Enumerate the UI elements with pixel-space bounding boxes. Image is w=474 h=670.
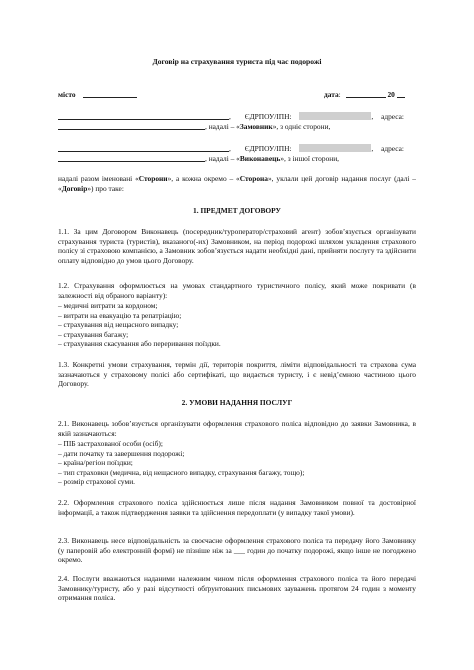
date-year-prefix: 20 [387, 90, 395, 99]
date-label: дата [324, 90, 339, 99]
list-item: – страхування від нещасного випадку; [58, 320, 179, 330]
contractor-name-field[interactable] [58, 143, 229, 152]
document-title: Договір на страхування туриста під час подорожі [152, 57, 322, 66]
list-item: – страхування скасування або переривання поїздки. [58, 339, 221, 349]
customer-role: Замовник [239, 122, 273, 131]
contractor-role: Виконавець [239, 154, 281, 163]
list-item: – страхування багажу; [58, 329, 129, 339]
list-item: – медичні витрати за кордоном; [58, 301, 158, 310]
section-1-list [58, 301, 416, 349]
contractor-code-label: ЄДРПОУ/ІПН: [244, 144, 292, 153]
contractor-code-field[interactable] [299, 144, 371, 152]
customer-code-label: ЄДРПОУ/ІПН: [244, 112, 292, 121]
section-1-p3: 1.3. Конкретні умови страхування, термін дії, територія покриття, ліміти відповідальності та страхова сума зазначаються у страховому полісі або сертифікаті, що видається туристу, і є невід’ємною частиною цього Договору. [58, 360, 416, 389]
section-2-heading: 2. УМОВИ НАДАННЯ ПОСЛУГ [181, 398, 293, 407]
city-label: місто [58, 90, 76, 99]
section-1-p2: 1.2. Страхування оформлюється на умовах стандартного туристичного полісу, який може покривати (в залежності від обраного варіанту): [58, 281, 416, 300]
section-1-p1: 1.1. За цим Договором Виконавець (посередник/туроператор/страховий агент) зобов’язується організувати страхування туриста (туристів), вказаного(-их) Замовником, на період подорожі шляхом укладення страхового полісу зі страховою компанією, а Замовник зобов’язується надати необхідні дані, прийняти послугу та здійснити оплату відповідно до умов цього Договору. [58, 227, 416, 265]
contractor-line-1: , ЄДРПОУ/ІПН: , адреса: [58, 143, 404, 154]
list-item: – тип страховки (медична, від нещасного випадку, страхування багажу, тощо); [58, 467, 305, 477]
section-2-p3: 2.3. Виконавець несе відповідальність за своєчасне оформлення страхового поліса та передачу його Замовнику (у паперовій або електронній формі) не пізніше ніж за ___ годин до початку подорожі, якщо інше не погоджено окремо. [58, 536, 416, 565]
section-1-heading: 1. ПРЕДМЕТ ДОГОВОРУ [193, 206, 281, 215]
list-item: – ПІБ застрахованої особи (осіб); [58, 439, 163, 448]
contractor-address-label: адреса: [381, 144, 404, 153]
customer-address-label: адреса: [381, 112, 404, 121]
customer-suffix-2: », з одніє сторони, [272, 122, 331, 131]
section-2-p1: 2.1. Виконавець зобов’язується організувати оформлення страхового поліса відповідно до заявки Замовника, в якій зазначаються: [58, 419, 416, 438]
agreement-term: Договір [61, 183, 88, 193]
customer-line-1: , ЄДРПОУ/ІПН: , адреса: [58, 111, 404, 122]
party-term: Сторона [239, 174, 268, 183]
section-2-p4: 2.4. Послуги вважаються наданими належним чином після оформлення страхового поліса та його передачі Замовнику/туристу, або у разі відсутності обґрунтованих письмових зауважень протягом 24 годин з моменту отримання поліса. [58, 574, 416, 603]
contractor-address-field[interactable] [58, 153, 205, 162]
city-field[interactable] [83, 89, 137, 98]
customer-address-field[interactable] [58, 121, 205, 130]
list-item: – витрати на евакуацію та репатріацію; [58, 310, 182, 320]
customer-line-2 [58, 121, 330, 132]
contractor-suffix-1: , надалі – « [205, 154, 240, 163]
section-2-p2: 2.2. Оформлення страхового поліса здійснюється лише після надання Замовником повної та достовірної інформації, а також підтвердження заявки та здійснення передоплати (у випадку такої умови). [58, 498, 416, 517]
list-item: – країна/регіон поїздки; [58, 458, 133, 468]
date-year-field[interactable] [397, 89, 405, 98]
customer-code-field[interactable] [299, 112, 371, 120]
list-item: – дати початку та завершення подорожі; [58, 448, 185, 458]
contractor-line-2 [58, 153, 339, 164]
customer-name-field[interactable] [58, 111, 229, 120]
date-day-field[interactable] [346, 89, 386, 98]
contractor-suffix-2: », з іншої сторони, [280, 154, 340, 163]
date-block: дата: 20 [324, 89, 405, 100]
parties-term: Сторони [138, 174, 168, 183]
list-item: – розмір страхової суми. [58, 477, 136, 487]
section-2-list [58, 439, 416, 487]
customer-suffix-1: , надалі – « [205, 122, 240, 131]
intro-paragraph: надалі разом іменовані «Сторони», а кожна окремо – «Сторона», уклали цей договір надання послуг (далі – «Договір») про таке: [58, 174, 416, 193]
